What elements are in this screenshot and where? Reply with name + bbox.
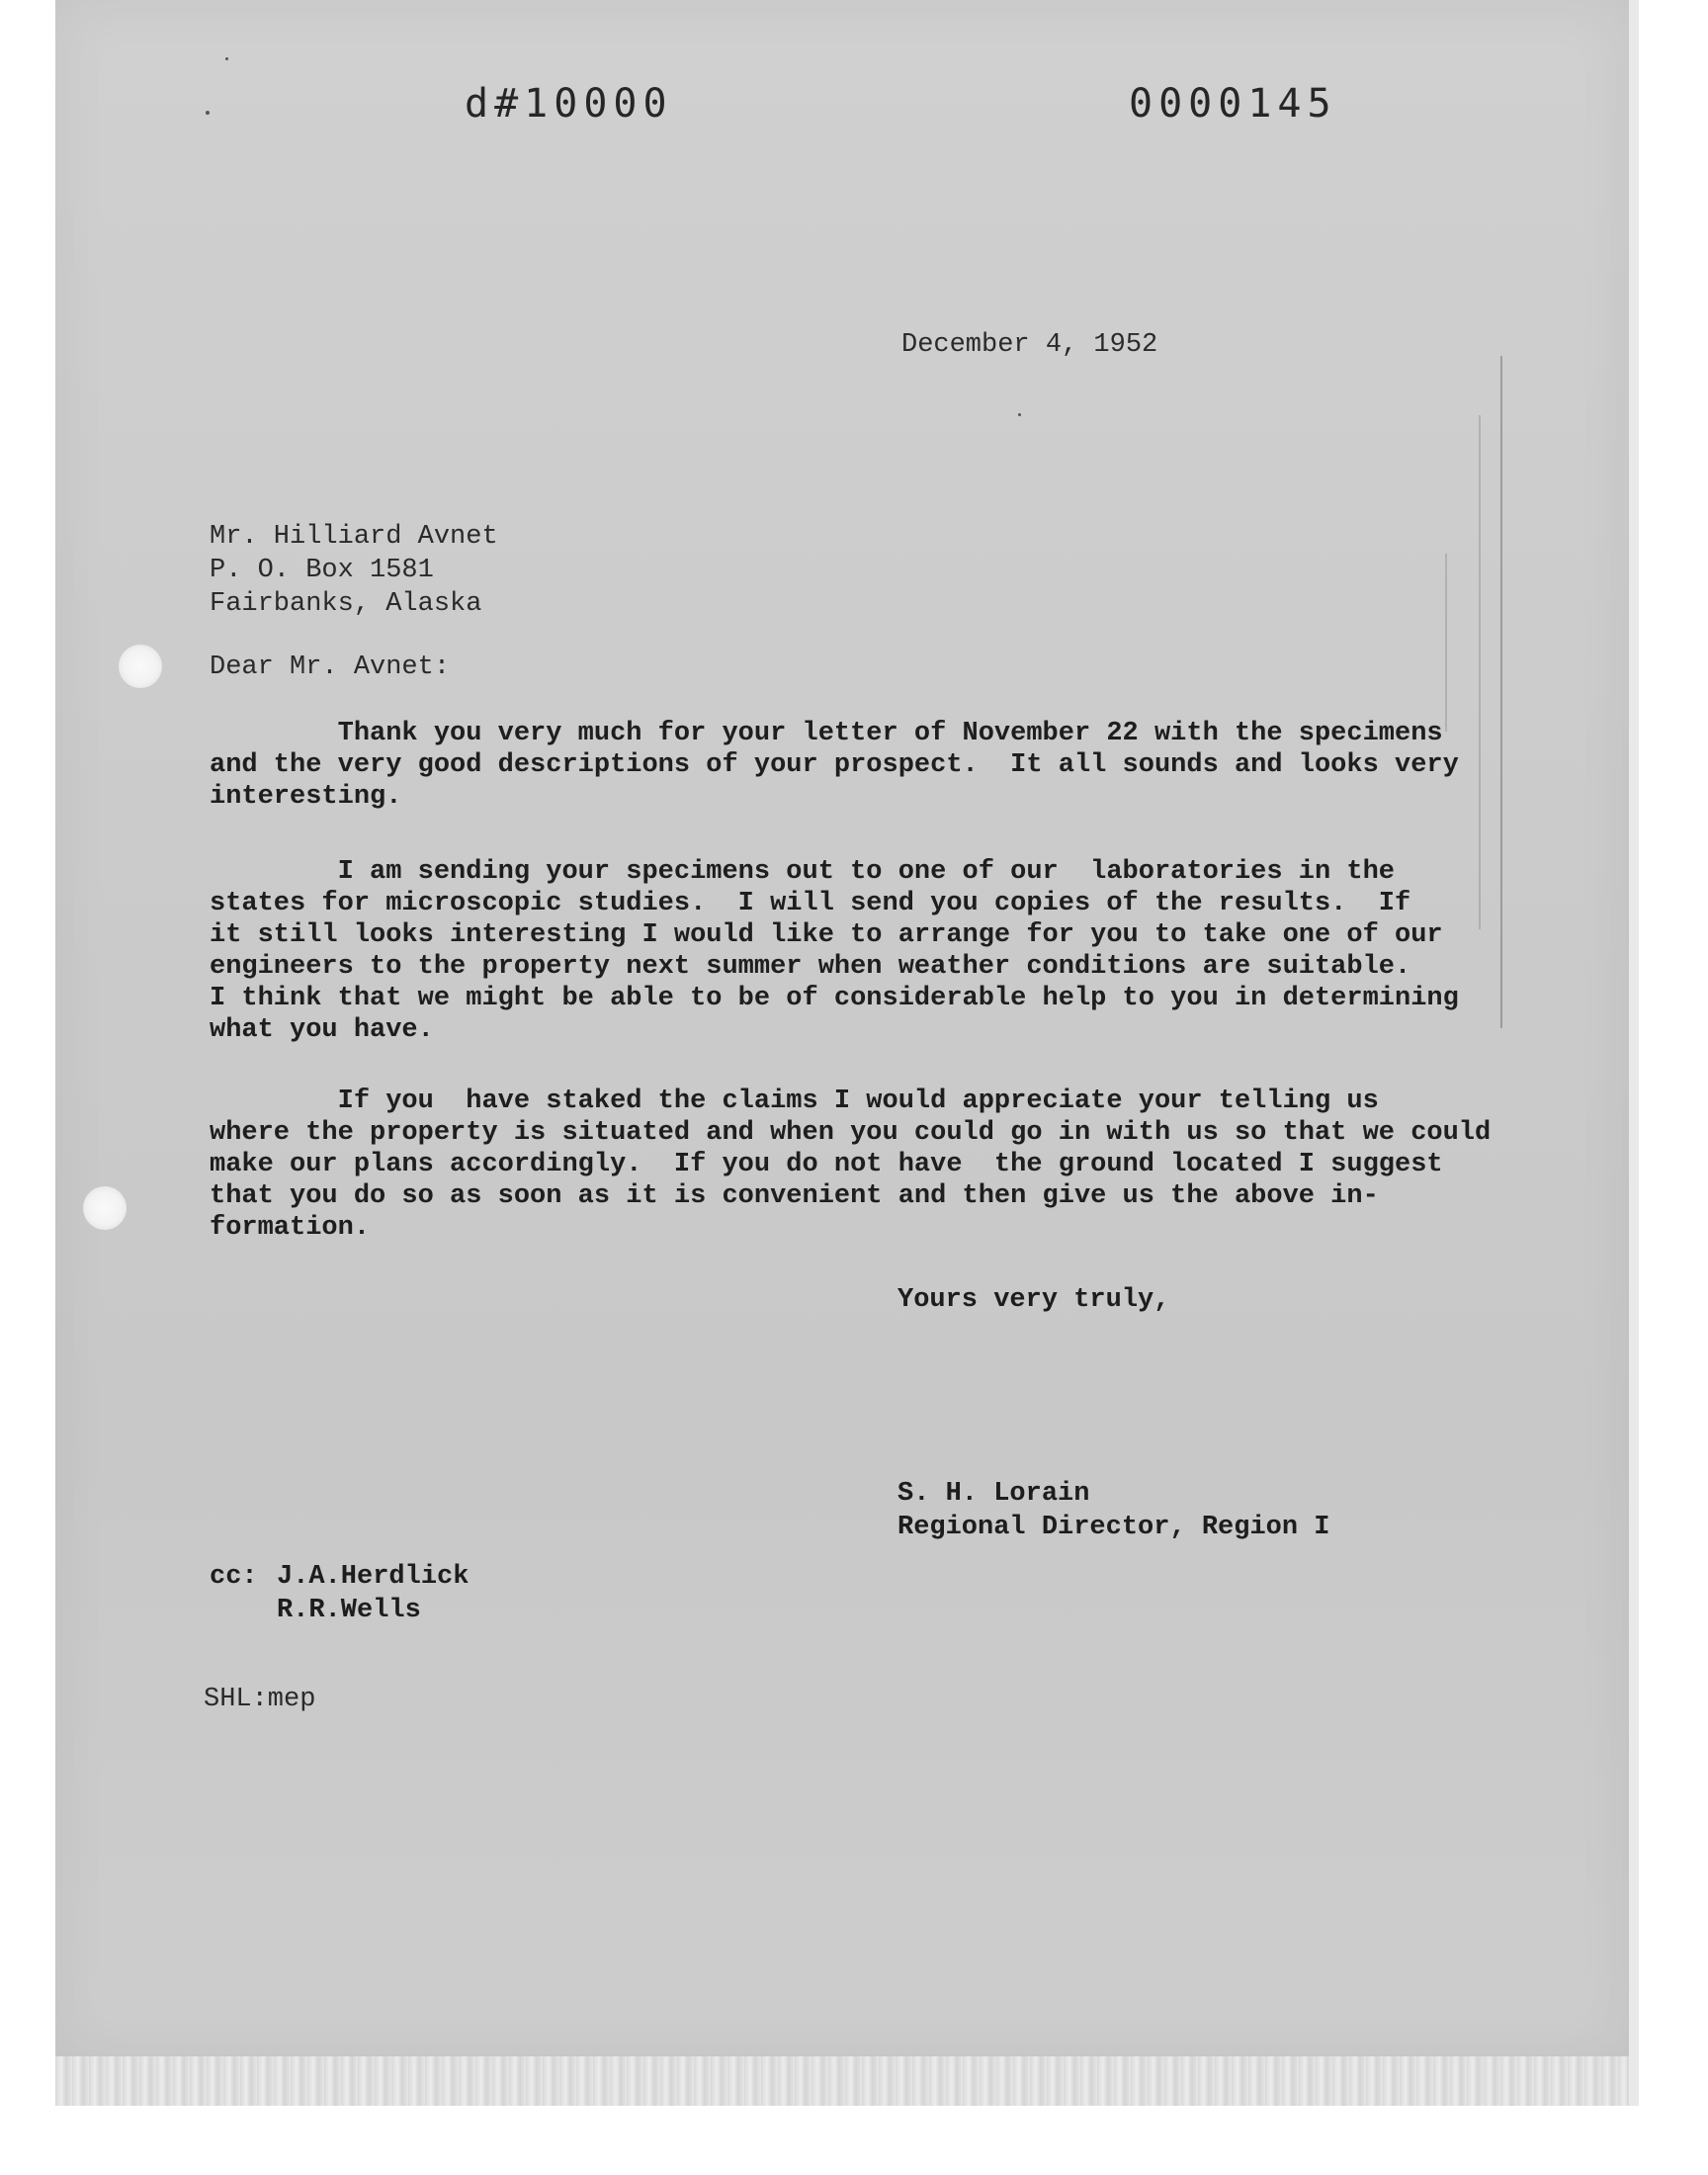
scan-edge bbox=[55, 2056, 1629, 2106]
paragraph-line: and the very good descriptions of your prospect. It all sounds and looks very bbox=[210, 750, 1459, 780]
paragraph-line: formation. bbox=[210, 1213, 371, 1243]
recipient-city: Fairbanks, Alaska bbox=[210, 589, 482, 619]
body-paragraph-3 bbox=[210, 1086, 1491, 1244]
scan-right-edge bbox=[1629, 0, 1639, 2106]
paragraph-line: Thank you very much for your letter of November 22 with the specimens bbox=[210, 719, 1443, 748]
complimentary-close: Yours very truly, bbox=[897, 1285, 1170, 1315]
paragraph-line: If you have staked the claims I would appreciate your telling us bbox=[210, 1087, 1379, 1116]
cc-recipient: R.R.Wells bbox=[277, 1596, 421, 1625]
signer-name: S. H. Lorain bbox=[897, 1479, 1090, 1509]
cc-label: cc: bbox=[210, 1562, 258, 1592]
paragraph-line: I am sending your specimens out to one of our laboratories in the bbox=[210, 857, 1395, 887]
punch-hole-top bbox=[119, 645, 162, 688]
recipient-address: P. O. Box 1581 bbox=[210, 556, 434, 585]
reference-initials: SHL:mep bbox=[204, 1685, 316, 1714]
letter-date: December 4, 1952 bbox=[901, 330, 1158, 360]
document-code-left: d#10000 bbox=[465, 81, 673, 127]
signer-title: Regional Director, Region I bbox=[897, 1513, 1330, 1542]
paragraph-line: where the property is situated and when you could go in with us so that we could bbox=[210, 1118, 1492, 1148]
fold-mark bbox=[1500, 356, 1502, 1028]
paragraph-line: it still looks interesting I would like to arrange for you to take one of our bbox=[210, 920, 1443, 950]
paragraph-line: make our plans accordingly. If you do not have the ground located I suggest bbox=[210, 1150, 1443, 1179]
paragraph-line: what you have. bbox=[210, 1015, 434, 1045]
fold-mark bbox=[1445, 554, 1447, 732]
punch-hole-bottom bbox=[83, 1186, 127, 1230]
salutation: Dear Mr. Avnet: bbox=[210, 652, 451, 682]
document-page-number: 0000145 bbox=[1129, 81, 1337, 127]
dust-speck bbox=[206, 111, 210, 115]
dust-speck bbox=[1018, 413, 1021, 416]
dust-speck bbox=[225, 57, 228, 60]
fold-mark bbox=[1479, 415, 1481, 929]
paragraph-line: engineers to the property next summer when weather conditions are suitable. bbox=[210, 952, 1411, 982]
body-paragraph-1 bbox=[210, 718, 1459, 813]
paragraph-line: interesting. bbox=[210, 782, 402, 812]
paragraph-line: I think that we might be able to be of considerable help to you in determining bbox=[210, 984, 1459, 1013]
recipient-name: Mr. Hilliard Avnet bbox=[210, 522, 498, 552]
body-paragraph-2 bbox=[210, 856, 1459, 1046]
cc-recipient: J.A.Herdlick bbox=[277, 1562, 470, 1592]
paragraph-line: that you do so as soon as it is convenient and then give us the above in- bbox=[210, 1181, 1379, 1211]
paragraph-line: states for microscopic studies. I will send you copies of the results. If bbox=[210, 889, 1411, 918]
